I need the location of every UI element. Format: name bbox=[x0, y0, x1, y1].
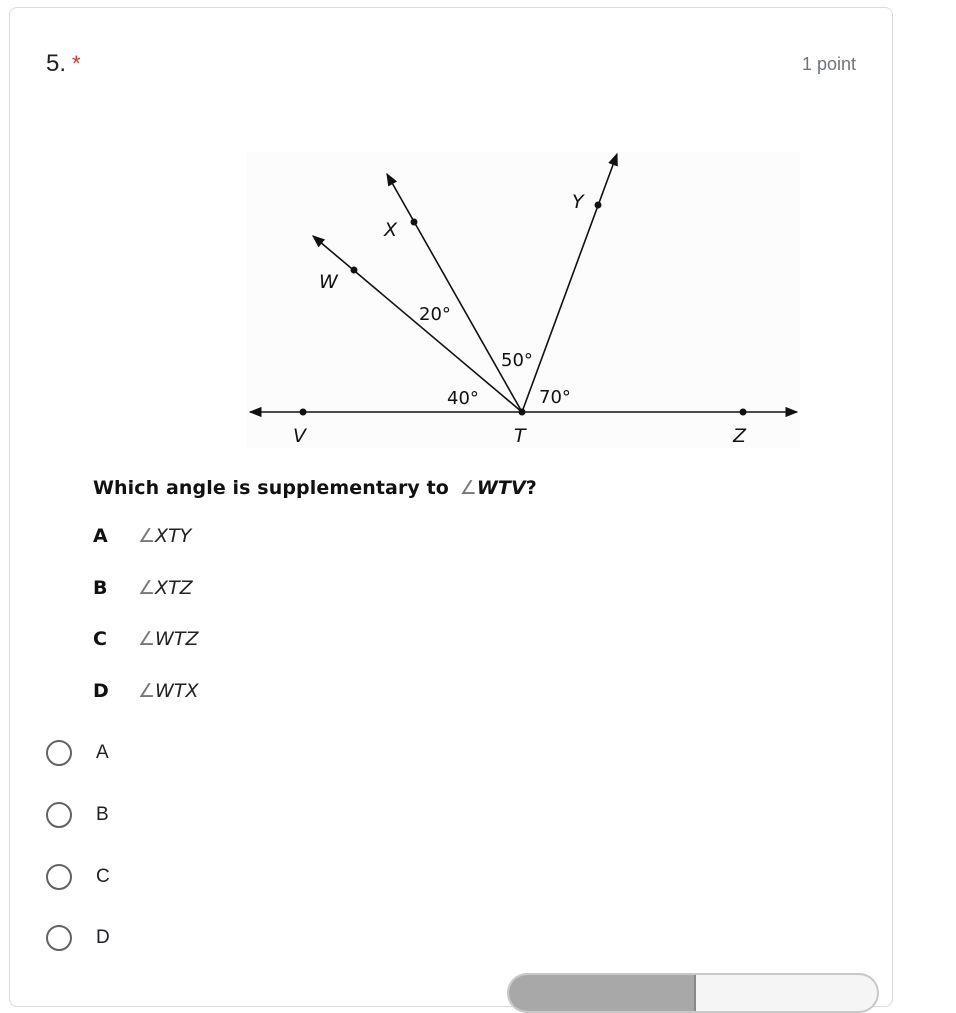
angle-symbol: ∠ bbox=[138, 577, 156, 599]
angle-label-wtv: 40° bbox=[447, 388, 479, 409]
answer-choice-b bbox=[93, 575, 193, 601]
radio-option-a[interactable] bbox=[46, 737, 109, 769]
radio-button[interactable] bbox=[46, 740, 72, 766]
label-x: X bbox=[384, 219, 398, 241]
angle-symbol: ∠ bbox=[138, 680, 156, 702]
answer-choice-a bbox=[93, 523, 191, 549]
label-z: Z bbox=[733, 425, 747, 447]
prompt-suffix: ? bbox=[525, 477, 537, 499]
angle-label-ytz: 70° bbox=[539, 387, 571, 408]
geometry-diagram bbox=[247, 152, 800, 448]
choice-angle: XTY bbox=[155, 525, 192, 547]
radio-label[interactable]: A bbox=[96, 742, 109, 763]
question-title bbox=[46, 50, 81, 78]
angle-label-xty: 50° bbox=[501, 350, 533, 371]
radio-option-c[interactable] bbox=[46, 861, 110, 893]
point-z bbox=[740, 409, 747, 416]
angle-symbol: ∠ bbox=[138, 525, 156, 547]
question-number: 5. bbox=[46, 50, 67, 77]
choice-letter: D bbox=[93, 680, 109, 702]
choice-letter: B bbox=[93, 577, 108, 599]
prompt-text: Which angle is supplementary to bbox=[93, 477, 449, 499]
label-t: T bbox=[514, 425, 526, 447]
point-v bbox=[300, 409, 307, 416]
radio-button[interactable] bbox=[46, 864, 72, 890]
ray-tx bbox=[387, 174, 522, 412]
required-asterisk: * bbox=[72, 51, 81, 76]
label-y: Y bbox=[572, 191, 584, 213]
radio-button[interactable] bbox=[46, 802, 72, 828]
angle-symbol: ∠ bbox=[459, 477, 477, 499]
radio-label[interactable]: D bbox=[96, 927, 110, 948]
radio-label[interactable]: C bbox=[96, 866, 110, 887]
choice-angle: XTZ bbox=[155, 577, 193, 599]
partially-visible-segmented-control[interactable] bbox=[507, 973, 879, 1013]
segment-left[interactable] bbox=[509, 975, 696, 1011]
choice-letter: C bbox=[93, 628, 107, 650]
ray-ty bbox=[522, 154, 617, 412]
angle-label-wtx: 20° bbox=[419, 304, 451, 325]
prompt-angle-name: WTV bbox=[476, 477, 526, 499]
label-w: W bbox=[319, 271, 338, 293]
point-w bbox=[351, 267, 358, 274]
point-t bbox=[519, 409, 526, 416]
label-v: V bbox=[293, 425, 306, 447]
answer-choice-d bbox=[93, 678, 198, 704]
question-prompt bbox=[93, 477, 537, 499]
radio-option-d[interactable] bbox=[46, 922, 110, 954]
choice-letter: A bbox=[93, 525, 108, 547]
angle-symbol: ∠ bbox=[138, 628, 156, 650]
radio-option-b[interactable] bbox=[46, 799, 109, 831]
answer-choice-c bbox=[93, 626, 198, 652]
radio-label[interactable]: B bbox=[96, 804, 109, 825]
choice-angle: WTZ bbox=[155, 628, 199, 650]
question-points: 1 point bbox=[801, 54, 856, 74]
point-x bbox=[411, 219, 418, 226]
radio-button[interactable] bbox=[46, 925, 72, 951]
choice-angle: WTX bbox=[155, 680, 199, 702]
ray-tw bbox=[313, 236, 522, 412]
point-y bbox=[595, 202, 602, 209]
